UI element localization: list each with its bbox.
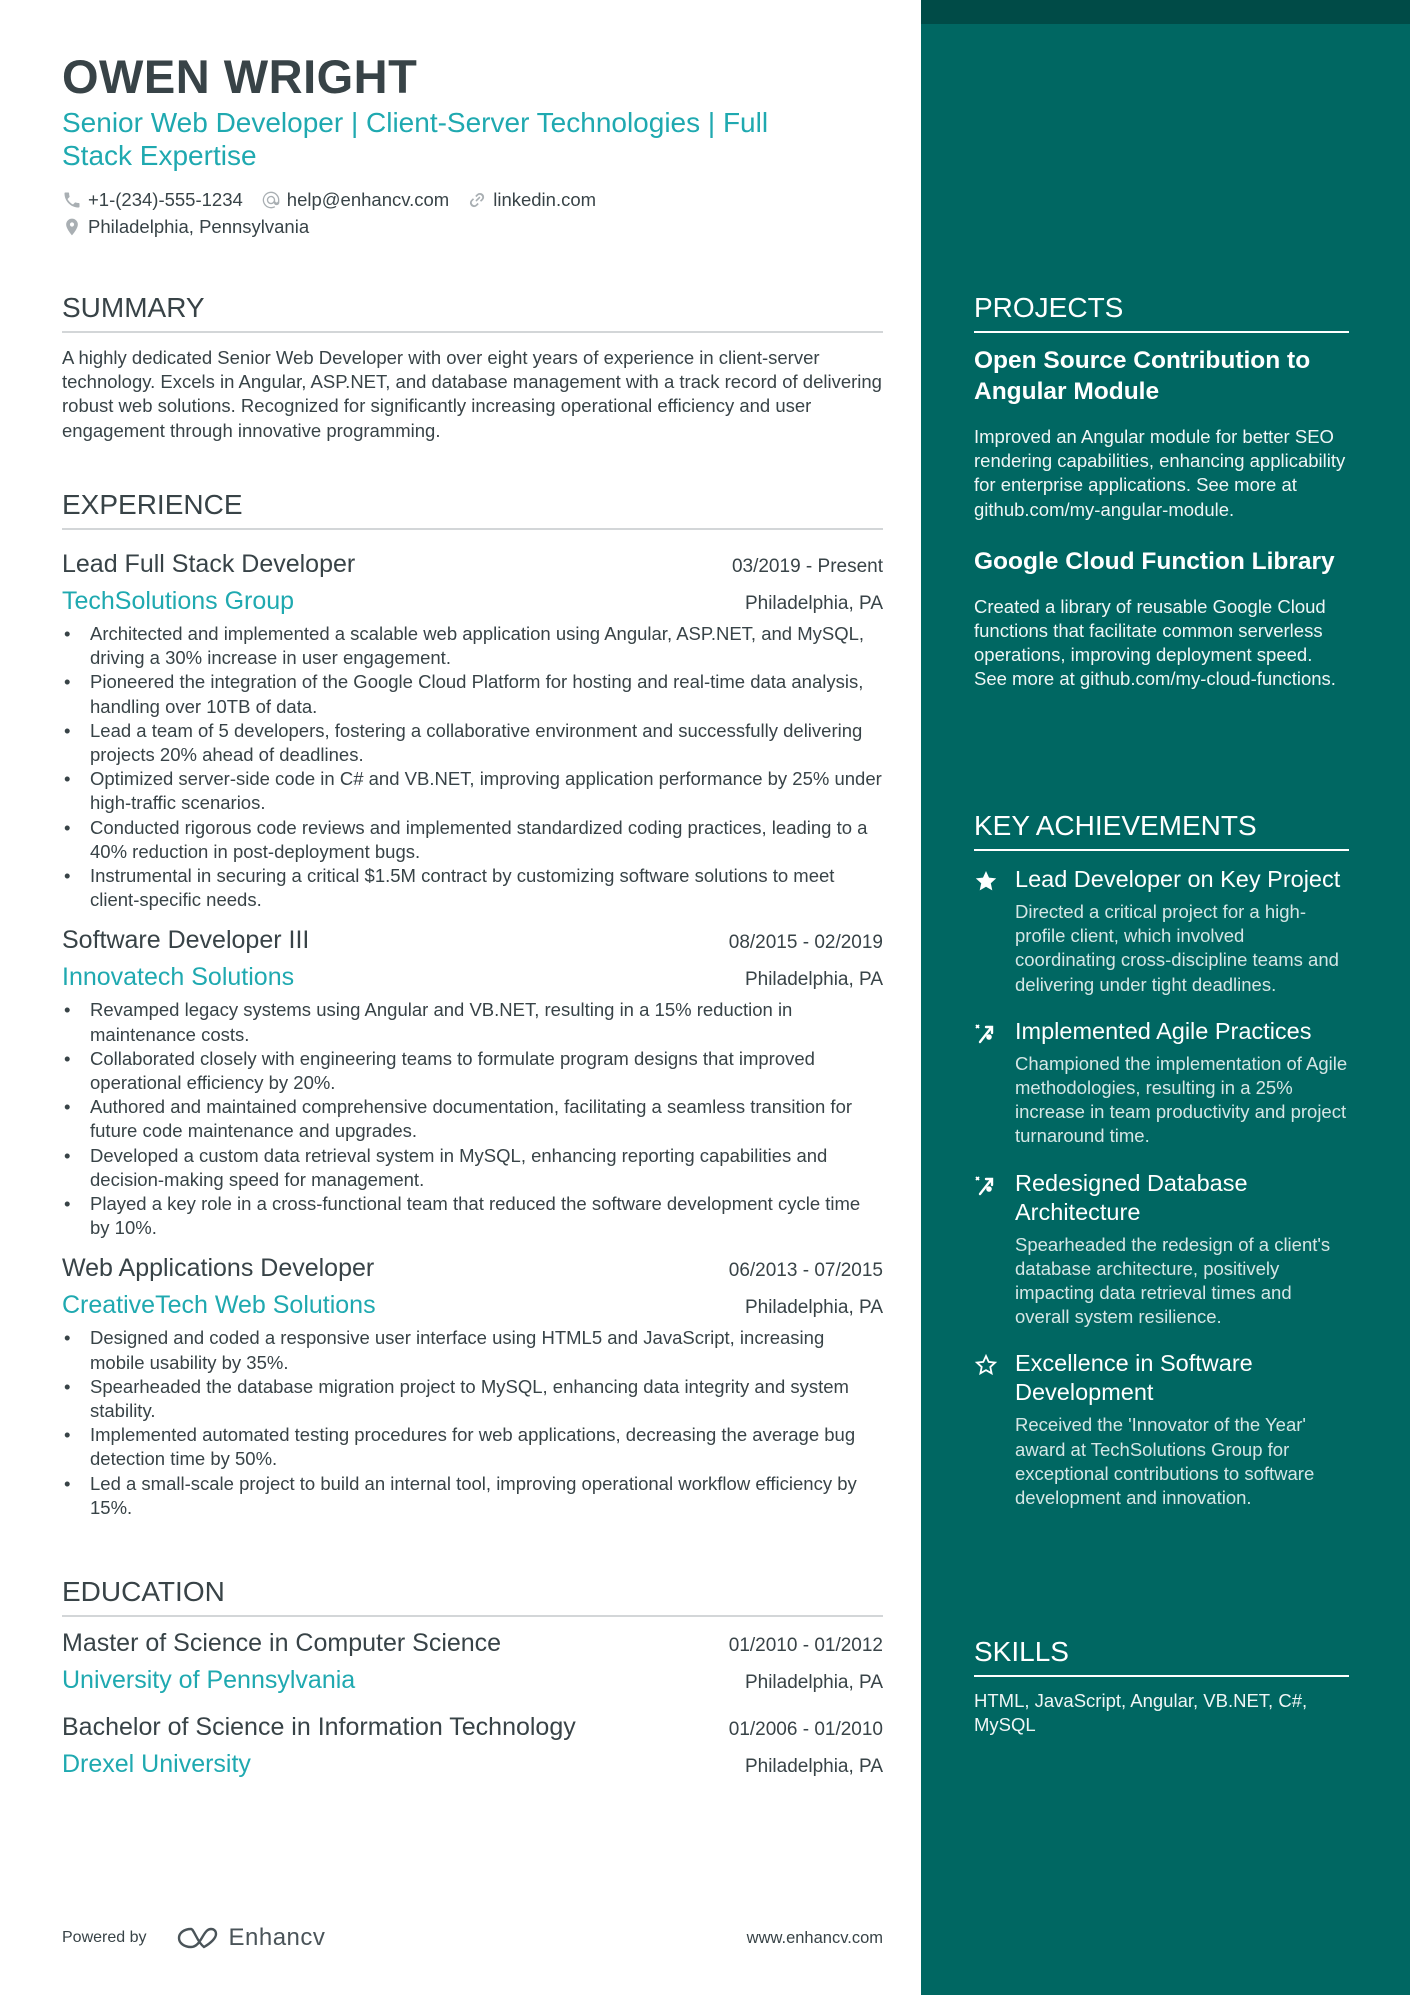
- experience-section: [62, 488, 883, 1520]
- summary-heading: SUMMARY: [62, 291, 883, 333]
- achievement-title: Lead Developer on Key Project: [1015, 866, 1341, 892]
- bullet-item: • Collaborated closely with engineering teams to formulate program designs that improved operational efficiency by 20%.: [62, 1047, 883, 1095]
- company-name: Innovatech Solutions: [62, 963, 295, 992]
- job-title: Software Developer III: [62, 926, 310, 955]
- candidate-name: OWEN WRIGHT: [62, 50, 418, 103]
- project-entry: [974, 546, 1349, 692]
- education-dates: 01/2006 - 01/2010: [728, 1719, 883, 1740]
- header: [62, 50, 883, 240]
- bullet-item: • Implemented automated testing procedures for web applications, decreasing the average bug detection time by 50%.: [62, 1423, 883, 1471]
- achievement-entry: [974, 865, 1349, 997]
- education-heading: EDUCATION: [62, 1575, 883, 1617]
- bullet-item: • Instrumental in securing a critical $1.5M contract by customizing software solutions to meet client-specific needs.: [62, 864, 883, 912]
- bullet-item: • Lead a team of 5 developers, fostering a collaborative environment and successfully delivering projects 20% ahead of deadlines.: [62, 719, 883, 767]
- projects-section: [974, 291, 1349, 692]
- project-title: Open Source Contribution to Angular Module: [974, 347, 1311, 405]
- project-title: Google Cloud Function Library: [974, 547, 1335, 575]
- achievement-entry: [974, 1017, 1349, 1149]
- trend-arrow-icon: [974, 1169, 1015, 1330]
- candidate-title: Senior Web Developer | Client-Server Technologies | Full Stack Expertise: [62, 107, 769, 171]
- trend-arrow-icon: [974, 1017, 1015, 1149]
- location-pin-icon: [62, 217, 82, 237]
- education-section: [62, 1575, 883, 1781]
- job-entry: [62, 1252, 883, 1520]
- bullet-item: • Designed and coded a responsive user interface using HTML5 and JavaScript, increasing mobile usability by 35%.: [62, 1326, 883, 1374]
- job-entry: [62, 548, 883, 912]
- email-text: help@enhancv.com: [286, 189, 450, 210]
- education-entry: [62, 1627, 883, 1697]
- job-bullets: [62, 622, 883, 912]
- school-location: Philadelphia, PA: [744, 1756, 883, 1777]
- company-name: TechSolutions Group: [62, 587, 295, 615]
- contact-email[interactable]: [261, 186, 449, 213]
- bullet-item: • Architected and implemented a scalable web application using Angular, ASP.NET, and MySQL, driving a 30% increase in user engagement.: [62, 622, 883, 670]
- experience-heading: EXPERIENCE: [62, 488, 883, 530]
- job-title: Lead Full Stack Developer: [62, 550, 356, 578]
- phone-icon: [62, 190, 82, 210]
- bullet-item: • Spearheaded the database migration project to MySQL, enhancing data integrity and system stability.: [62, 1375, 883, 1423]
- achievement-entry: [974, 1349, 1349, 1510]
- sidebar-top-strip: [921, 0, 1410, 24]
- bullet-item: • Developed a custom data retrieval system in MySQL, enhancing reporting capabilities and decision-making speed for management.: [62, 1144, 883, 1192]
- location-text: Philadelphia, Pennsylvania: [88, 216, 310, 237]
- school-name: Drexel University: [62, 1750, 251, 1778]
- phone-text: +1-(234)-555-1234: [88, 189, 243, 210]
- projects-heading: PROJECTS: [974, 291, 1349, 333]
- education-entry: [62, 1711, 883, 1781]
- achievement-entry: [974, 1169, 1349, 1330]
- job-bullets: [62, 1326, 883, 1520]
- achievement-title: Implemented Agile Practices: [1015, 1017, 1312, 1044]
- company-name: CreativeTech Web Solutions: [62, 1291, 376, 1320]
- job-location: Philadelphia, PA: [744, 1297, 883, 1319]
- skills-text: HTML, JavaScript, Angular, VB.NET, C#, MySQL: [974, 1690, 1308, 1736]
- bullet-item: • Authored and maintained comprehensive documentation, facilitating a seamless transition for future code maintenance and upgrades.: [62, 1095, 883, 1143]
- bullet-item: • Conducted rigorous code reviews and implemented standardized coding practices, leading to a 40% reduction in post-deployment bugs.: [62, 816, 883, 864]
- achievement-title: Excellence in Software Development: [1015, 1350, 1253, 1406]
- contact-linkedin[interactable]: [467, 186, 596, 213]
- job-title: Web Applications Developer: [62, 1254, 375, 1283]
- job-location: Philadelphia, PA: [744, 969, 883, 991]
- project-description: Created a library of reusable Google Cloud functions that facilitate common serverless operations, improving deployment speed. See more at github.com/my-cloud-functions.: [974, 595, 1336, 690]
- footer-url[interactable]: www.enhancv.com: [746, 1928, 883, 1947]
- bullet-item: • Led a small-scale project to build an internal tool, improving operational workflow efficiency by 15%.: [62, 1472, 883, 1520]
- job-bullets: [62, 998, 883, 1240]
- linkedin-text: linkedin.com: [493, 189, 597, 210]
- enhancv-logo[interactable]: [175, 1924, 326, 1952]
- achievements-heading: KEY ACHIEVEMENTS: [974, 809, 1349, 851]
- bullet-item: • Revamped legacy systems using Angular and VB.NET, resulting in a 15% reduction in maintenance costs.: [62, 998, 883, 1046]
- achievement-description: Directed a critical project for a high-profile client, which involved coordinating cross-discipline teams and delivering under tight deadlines.: [1015, 901, 1339, 995]
- bullet-item: • Played a key role in a cross-functional team that reduced the software development cycle time by 10%.: [62, 1192, 883, 1240]
- contact-info: [62, 186, 822, 240]
- achievement-description: Spearheaded the redesign of a client's database architecture, positively impacting data retrieval times and overall system resilience.: [1015, 1233, 1331, 1328]
- summary-text: A highly dedicated Senior Web Developer with over eight years of experience in client-server technology. Excels in Angular, ASP.NET, and database management with a track record of delivering robust web solutions. Recognized for significantly increasing operational efficiency and user engagement through innovative programming.: [62, 347, 882, 441]
- enhancv-brand-text: Enhancv: [228, 1924, 326, 1951]
- summary-section: [62, 291, 883, 443]
- at-icon: [261, 190, 281, 210]
- achievement-description: Received the 'Innovator of the Year' award at TechSolutions Group for exceptional contributions to software development and innovation.: [1015, 1414, 1315, 1509]
- bullet-item: • Optimized server-side code in C# and VB.NET, improving application performance by 25% under high-traffic scenarios.: [62, 767, 883, 815]
- project-entry: [974, 345, 1349, 522]
- contact-phone: [62, 186, 243, 213]
- job-location: Philadelphia, PA: [744, 593, 883, 614]
- job-dates: 03/2019 - Present: [731, 556, 883, 577]
- footer: [62, 1924, 883, 1952]
- enhancv-logo-icon: [175, 1925, 223, 1951]
- project-description: Improved an Angular module for better SEO rendering capabilities, enhancing applicability for enterprise applications. See more at github.com/my-angular-module.: [974, 426, 1346, 520]
- achievement-description: Championed the implementation of Agile methodologies, resulting in a 25% increase in team productivity and project turnaround time.: [1015, 1052, 1348, 1147]
- contact-location: [62, 213, 822, 240]
- star-outline-icon: [974, 1349, 1015, 1510]
- achievements-section: [974, 809, 1349, 1510]
- link-icon: [467, 190, 487, 210]
- powered-by-label: Powered by: [62, 1929, 147, 1946]
- school-name: University of Pennsylvania: [62, 1666, 356, 1694]
- education-dates: 01/2010 - 01/2012: [728, 1635, 883, 1656]
- sidebar: [921, 0, 1410, 1995]
- degree: Bachelor of Science in Information Technology: [62, 1713, 576, 1741]
- bullet-item: • Pioneered the integration of the Google Cloud Platform for hosting and real-time data analysis, handling over 10TB of data.: [62, 670, 883, 718]
- job-entry: [62, 924, 883, 1240]
- achievement-title: Redesigned Database Architecture: [1015, 1169, 1248, 1225]
- star-filled-icon: [974, 865, 1015, 997]
- skills-heading: SKILLS: [974, 1635, 1349, 1677]
- skills-section: [974, 1635, 1349, 1737]
- school-location: Philadelphia, PA: [744, 1672, 883, 1693]
- degree: Master of Science in Computer Science: [62, 1629, 502, 1657]
- job-dates: 06/2013 - 07/2015: [728, 1260, 883, 1282]
- job-dates: 08/2015 - 02/2019: [728, 932, 883, 954]
